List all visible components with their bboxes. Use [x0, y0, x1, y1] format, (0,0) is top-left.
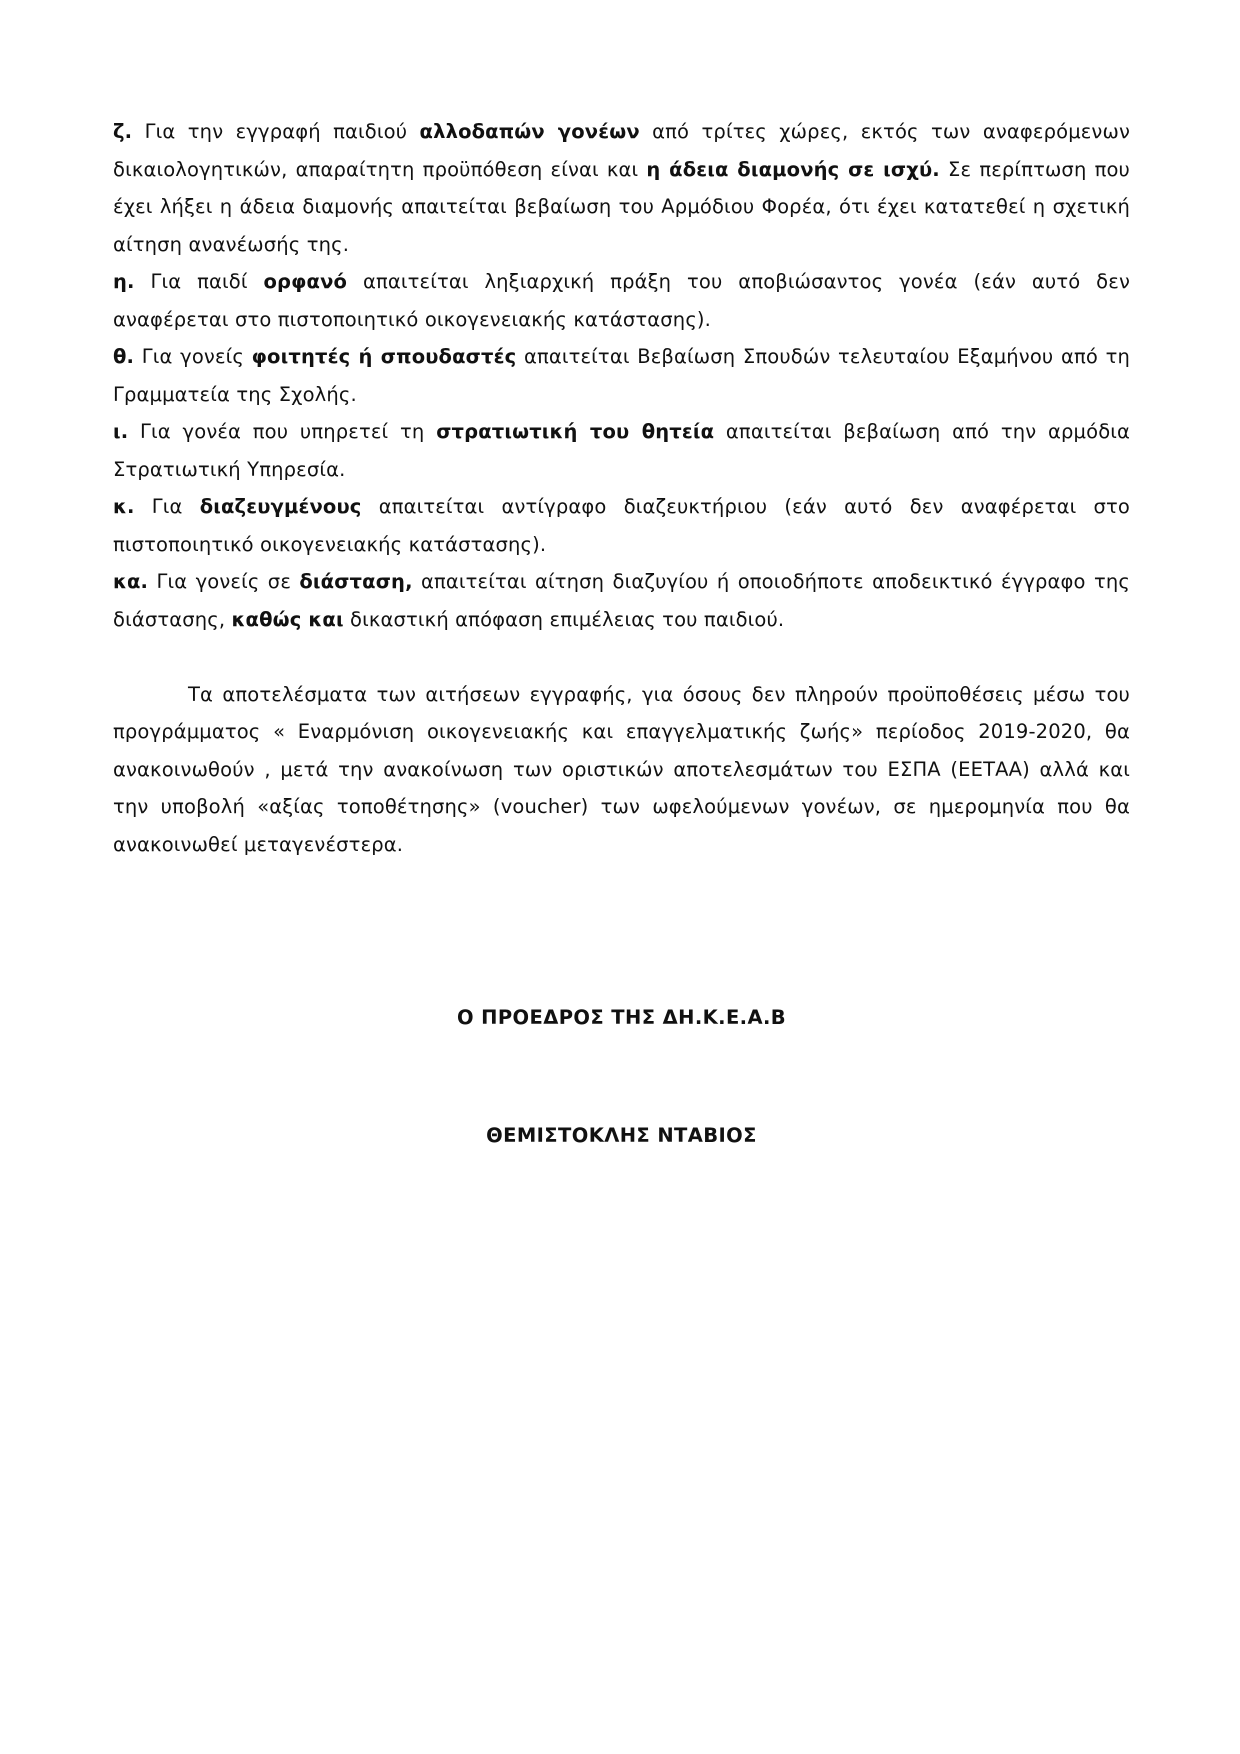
emphasis-text: αλλοδαπών γονέων [419, 120, 640, 143]
item-text: απαιτείται αντίγραφο διαζευκτήριου (εάν αυτό δεν αναφέρεται στο πιστοποιητικό οικογενειακής κατάστασης). [113, 495, 1130, 556]
item-text: Για την εγγραφή παιδιού [132, 120, 420, 143]
item-text: Για γονείς [134, 345, 252, 368]
requirement-item [113, 563, 1130, 638]
requirement-item [113, 413, 1130, 488]
item-marker: ζ. [113, 120, 133, 143]
emphasis-text: διάσταση, [299, 570, 413, 593]
document-body [113, 113, 1130, 863]
emphasis-text: φοιτητές ή σπουδαστές [251, 345, 517, 368]
item-text: απαιτείται Βεβαίωση Σπουδών τελευταίου Εξαμήνου από τη Γραμματεία της Σχολής. [113, 345, 1131, 406]
item-text: Για γονείς σε [148, 570, 300, 593]
requirement-item [113, 338, 1130, 413]
item-text: Σε περίπτωση που έχει λήξει η άδεια διαμονής απαιτείται βεβαίωση του Αρμόδιου Φορέα, ότι έχει κατατεθεί η σχετική αίτηση ανανέωσής της. [113, 157, 1130, 256]
requirement-item [113, 488, 1130, 563]
item-marker: ι. [113, 420, 129, 443]
closing-paragraph: Τα αποτελέσματα των αιτήσεων εγγραφής, για όσους δεν πληρούν προϋποθέσεις μέσω του προγράμματος « Εναρμόνιση οικογενειακής και επαγγελματικής ζωής» περίοδος 2019-2020, θα ανακοινωθούν , μετά την ανακοίνωση των οριστικών αποτελεσμάτων του ΕΣΠΑ (ΕΕΤΑΑ) αλλά και την υποβολή «αξίας τοποθέτησης» (voucher) των ωφελούμενων γονέων, σε ημερομηνία που θα ανακοινωθεί μεταγενέστερα. [113, 682, 1130, 856]
item-marker: θ. [113, 345, 135, 368]
requirements-list [113, 113, 1130, 638]
item-text: Για παιδί [134, 270, 264, 293]
signatory-name: ΘΕΜΙΣΤΟΚΛΗΣ ΝΤΑΒΙΟΣ [486, 1124, 757, 1147]
item-text: Για γονέα που υπηρετεί τη [128, 420, 437, 443]
signature-title: Ο ΠΡΟΕΔΡΟΣ ΤΗΣ ΔΗ.Κ.Ε.Α.Β [456, 1006, 787, 1029]
item-text: απαιτείται ληξιαρχική πράξη του αποβιώσαντος γονέα (εάν αυτό δεν αναφέρεται στο πιστοποιητικό οικογενειακής κατάστασης). [113, 270, 1130, 331]
emphasis-text: καθώς και [231, 607, 344, 631]
emphasis-text: διαζευγμένους [199, 495, 362, 518]
item-text: απαιτείται αίτηση διαζυγίου ή οποιοδήποτε αποδεικτικό έγγραφο της διάστασης, [113, 570, 1130, 631]
item-text: δικαστική απόφαση επιμέλειας του παιδιού. [343, 607, 785, 631]
item-text: από τρίτες χώρες, εκτός των αναφερόμενων δικαιολογητικών, απαραίτητη προϋπόθεση είναι και [113, 120, 1130, 181]
emphasis-text: στρατιωτική του θητεία [436, 420, 715, 443]
item-marker: κ. [113, 495, 135, 518]
requirement-item [113, 113, 1130, 263]
item-marker: κα. [113, 570, 149, 593]
spacer [113, 638, 1130, 676]
emphasis-text: ορφανό [263, 270, 348, 293]
requirement-item [113, 263, 1130, 338]
emphasis-text: η άδεια διαμονής σε ισχύ. [646, 157, 940, 181]
item-marker: η. [113, 270, 135, 293]
item-text: απαιτείται βεβαίωση από την αρμόδια Στρατιωτική Υπηρεσία. [113, 420, 1131, 481]
item-text: Για [134, 495, 200, 518]
